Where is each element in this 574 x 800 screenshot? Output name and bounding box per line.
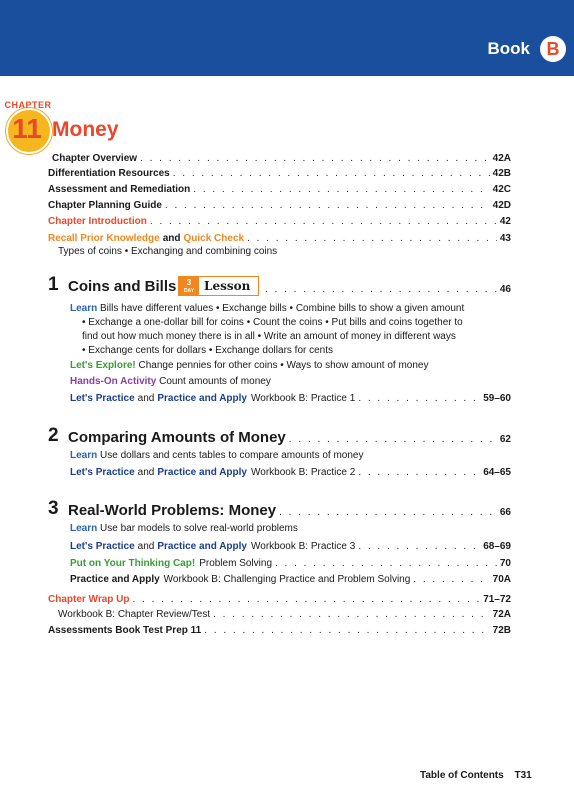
quick-check-label: Quick Check [183,233,245,244]
dot-leader [150,215,497,228]
learn-label: Learn [70,303,98,314]
explore-text: Change pennies for other coins • Ways to show amount of money [138,360,429,371]
thinking-text: Problem Solving [199,558,272,569]
lesson2-title: Comparing Amounts of Money [68,429,286,446]
lesson2-title-row[interactable] [68,429,511,449]
dot-leader [289,431,497,449]
lesson1-page-row [262,283,511,296]
header-band [0,0,574,76]
practice-and: and [137,541,155,552]
chapter-number: 11 [12,113,42,144]
toc-page: 42B [492,168,511,179]
practice-label: Let's Practice [70,541,135,552]
handson-label: Hands-On Activity [70,376,157,387]
dot-leader [265,283,497,296]
toc-row-differentiation[interactable] [48,167,511,180]
learn-label: Learn [70,523,98,534]
toc-page: 68–69 [483,541,511,552]
toc-page: 71–72 [483,594,511,605]
toc-page: 66 [499,507,511,518]
lesson-day-badge [178,276,259,296]
toc-page: 42C [492,184,511,195]
dot-leader [279,504,497,522]
toc-row-introduction[interactable] [48,215,511,228]
practice-label: Let's Practice [70,393,135,404]
review-text: Workbook B: Chapter Review/Test [58,609,211,620]
toc-row-recall[interactable] [48,232,511,245]
dot-leader [140,152,490,165]
learn-text: Use bar models to solve real-world problems [100,523,298,534]
practice-and: and [137,467,155,478]
lesson1-handson [70,375,271,389]
lesson2-practice-row[interactable] [70,466,511,479]
lesson3-title-row[interactable] [68,502,511,522]
lesson1-learn-line-1 [70,302,464,316]
dot-leader [173,167,490,180]
recall-label: Recall Prior Knowledge [48,233,160,244]
practice-text: Workbook B: Practice 1 [251,393,356,404]
book-label: Book [487,39,530,58]
toc-page: 42D [492,200,511,211]
toc-page: 72A [492,609,511,620]
dot-leader [275,557,497,570]
toc-row-assessment[interactable] [48,183,511,196]
handson-text: Count amounts of money [159,376,271,387]
toc-label: Chapter Planning Guide [48,200,162,211]
dot-leader [213,608,490,621]
explore-label: Let's Explore! [70,360,136,371]
toc-page: 46 [499,284,511,295]
lesson3-title: Real-World Problems: Money [68,502,277,519]
lesson1-learn-line-4: • Exchange cents for dollars • Exchange dollars for cents [82,345,334,356]
lesson3-thinking-row[interactable] [70,557,511,570]
toc-page: 64–65 [483,467,511,478]
challenge-label: Practice and Apply [70,574,160,585]
toc-page: 72B [492,625,511,636]
toc-page: 70A [492,574,511,585]
lesson2-learn [70,449,364,463]
learn-text: Bills have different values • Exchange bills • Combine bills to show a given amount [100,303,465,314]
lesson3-challenge-row[interactable] [70,573,511,586]
practice-apply-label: Practice and Apply [157,393,247,404]
toc-page: 62 [499,434,511,445]
dot-leader [413,573,489,586]
toc-page: 70 [499,558,511,569]
dot-leader [165,199,490,212]
dot-leader [358,540,480,553]
practice-text: Workbook B: Practice 3 [251,541,356,552]
lesson1-learn-line-2: • Exchange a one-dollar bill for coins • Count the coins • Put bills and coins together to [82,317,463,328]
lesson-day-count: 3 DAY [179,277,199,295]
toc-label: Chapter Overview [52,153,138,164]
book-letter-badge: B [540,36,566,62]
recall-subtext: Types of coins • Exchanging and combining coins [58,246,278,257]
toc-row-planning-guide[interactable] [48,199,511,212]
dot-leader [247,232,497,245]
wrap-up-label: Chapter Wrap Up [48,594,130,605]
learn-text: Use dollars and cents tables to compare amounts of money [100,450,364,461]
practice-text: Workbook B: Practice 2 [251,467,356,478]
chapter-title: Money [52,118,119,141]
toc-row-review-test[interactable] [58,608,511,621]
dot-leader [358,392,480,405]
challenge-text: Workbook B: Challenging Practice and Problem Solving [163,574,411,585]
lesson1-practice-row[interactable] [70,392,511,405]
toc-page: 42 [499,216,511,227]
toc-row-wrap-up[interactable] [48,593,511,606]
toc-label: Chapter Introduction [48,216,147,227]
lesson3-learn [70,522,298,536]
dot-leader [358,466,480,479]
toc-label: Assessment and Remediation [48,184,191,195]
toc-page: 42A [492,153,511,164]
lesson3-number: 3 [48,498,59,519]
dot-leader [204,624,489,637]
practice-and: and [137,393,155,404]
dot-leader [133,593,481,606]
footer-page: T31 [514,770,532,781]
thinking-cap-label: Put on Your Thinking Cap! [70,558,196,569]
lesson3-practice-row[interactable] [70,540,511,553]
learn-label: Learn [70,450,98,461]
footer-text: Table of Contents [420,770,504,781]
lesson2-number: 2 [48,425,59,446]
toc-label: Differentiation Resources [48,168,170,179]
lesson1-learn-line-3: find out how much money there is in all • Write an amount of money in different ways [82,331,456,342]
chapter-word: CHAPTER [4,100,52,110]
test-prep-text: Assessments Book Test Prep 11 [48,625,202,636]
dot-leader [193,183,489,196]
lesson-word: Lesson [204,279,251,293]
lesson1-title[interactable]: Coins and Bills [68,278,177,295]
practice-apply-label: Practice and Apply [157,467,247,478]
toc-page: 43 [499,233,511,244]
page-footer [420,770,532,781]
lesson1-number: 1 [48,274,59,295]
toc-row-chapter-overview[interactable] [52,152,511,165]
practice-apply-label: Practice and Apply [157,541,247,552]
recall-and: and [162,233,181,244]
toc-row-test-prep[interactable] [48,624,511,637]
practice-label: Let's Practice [70,467,135,478]
toc-page: 59–60 [483,393,511,404]
lesson1-explore [70,359,428,373]
